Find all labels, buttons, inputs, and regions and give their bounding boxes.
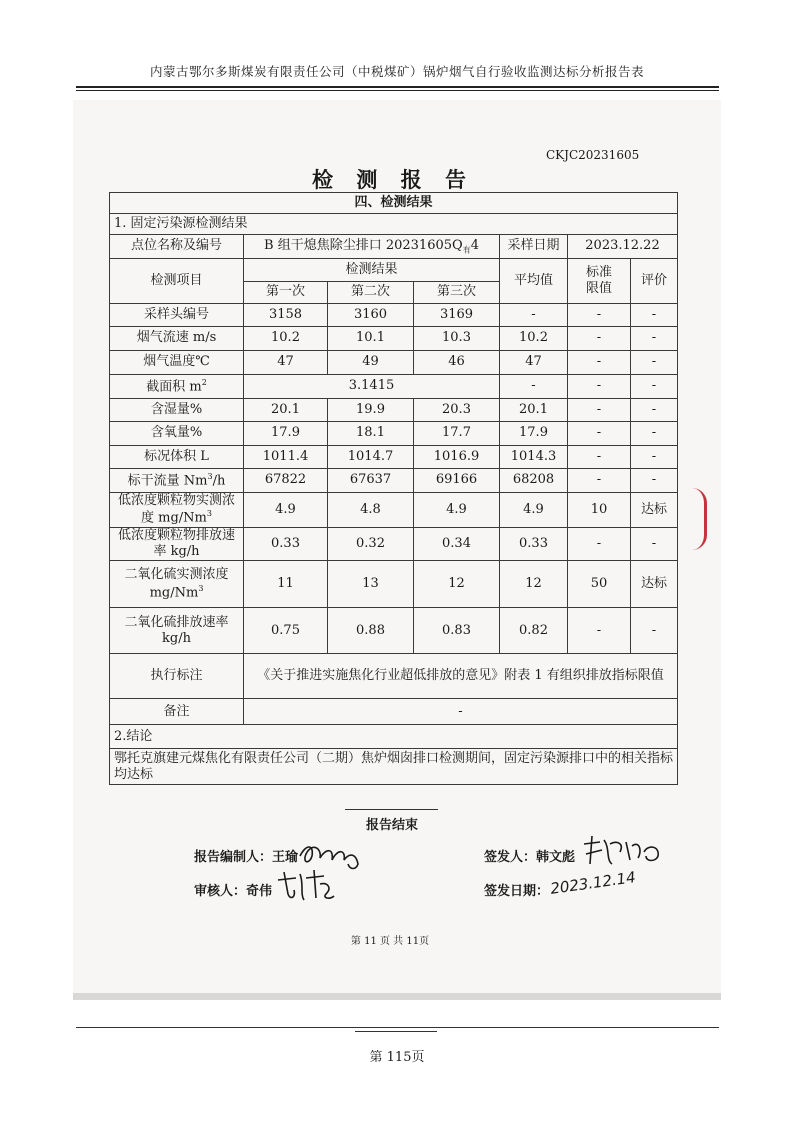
remark-value: - xyxy=(244,699,678,725)
conclusion-title: 2.结论 xyxy=(110,725,678,749)
table-row xyxy=(110,527,678,561)
section-title: 四、检测结果 xyxy=(110,193,678,214)
table-cell: - xyxy=(568,527,631,561)
issue-date-handwritten: 2023.12.14 xyxy=(549,868,637,898)
table-row xyxy=(110,446,678,469)
table-row xyxy=(110,375,678,399)
issue-date-label: 签发日期： xyxy=(484,884,550,899)
issuer-label: 签发人：韩文彪 xyxy=(484,850,576,865)
table-cell: 17.9 xyxy=(244,422,328,446)
table-cell: - xyxy=(500,375,568,399)
table-cell: 10 xyxy=(568,493,631,528)
table-cell: 20.3 xyxy=(414,399,500,422)
limit-header: 标准限值 xyxy=(568,259,631,304)
table-cell: 10.2 xyxy=(244,327,328,351)
table-cell: - xyxy=(631,399,678,422)
table-row xyxy=(110,608,678,654)
test-results-header: 检测结果 xyxy=(244,259,500,282)
table-cell: 4.9 xyxy=(500,493,568,528)
table-cell: 12 xyxy=(414,561,500,608)
table-cell: 0.33 xyxy=(500,527,568,561)
table-cell: 0.33 xyxy=(244,527,328,561)
average-header: 平均值 xyxy=(500,259,568,304)
table-cell: 46 xyxy=(414,351,500,375)
table-cell: 67637 xyxy=(328,469,414,493)
table-cell: 标干流量 Nm$^3$/h xyxy=(110,469,244,493)
table-row xyxy=(110,422,678,446)
standard-value: 《关于推进实施焦化行业超低排放的意见》附表 1 有组织排放指标限值 xyxy=(244,654,678,699)
table-row xyxy=(110,304,678,327)
table-cell: - xyxy=(568,422,631,446)
table-cell: 含湿量% xyxy=(110,399,244,422)
table-cell: 13 xyxy=(328,561,414,608)
table-cell: 1014.7 xyxy=(328,446,414,469)
results-table xyxy=(109,192,678,785)
table-cell: 0.75 xyxy=(244,608,328,654)
end-rule xyxy=(345,809,438,810)
table-cell: - xyxy=(568,608,631,654)
table-cell: 低浓度颗粒物实测浓 度 mg/Nm$^3$ xyxy=(110,493,244,528)
table-row xyxy=(110,493,678,528)
table-cell: 3160 xyxy=(328,304,414,327)
table-cell: - xyxy=(631,446,678,469)
footer-rule xyxy=(76,1027,719,1028)
remark-label: 备注 xyxy=(110,699,244,725)
table-cell: 67822 xyxy=(244,469,328,493)
table-cell: 17.7 xyxy=(414,422,500,446)
table-cell: - xyxy=(631,422,678,446)
report-end-text: 报告结束 xyxy=(365,818,418,833)
sampling-date-value: 2023.12.22 xyxy=(568,235,678,259)
table-cell: 3169 xyxy=(414,304,500,327)
table-cell: 1011.4 xyxy=(244,446,328,469)
subsection-title: 1. 固定污染源检测结果 xyxy=(110,214,678,235)
table-cell: - xyxy=(568,304,631,327)
table-cell: - xyxy=(568,327,631,351)
page-header-title: 内蒙古鄂尔多斯煤炭有限责任公司（中税煤矿）锅炉烟气自行验收监测达标分析报告表 xyxy=(149,64,644,79)
table-cell: 20.1 xyxy=(500,399,568,422)
table-cell: 采样头编号 xyxy=(110,304,244,327)
point-name-label: 点位名称及编号 xyxy=(110,235,244,259)
table-cell: 低浓度颗粒物排放速 率 kg/h xyxy=(110,527,244,561)
table-cell: - xyxy=(631,327,678,351)
table-cell: 含氧量% xyxy=(110,422,244,446)
conclusion-text: 鄂托克旗建元煤焦化有限责任公司（二期）焦炉烟囱排口检测期间，固定污染源排口中的相关指标均达标 xyxy=(110,749,678,785)
table-cell: - xyxy=(631,375,678,399)
table-cell: 3158 xyxy=(244,304,328,327)
table-row xyxy=(110,469,678,493)
table-cell: - xyxy=(631,608,678,654)
scan-edge-shade xyxy=(73,993,721,1000)
table-cell: - xyxy=(568,375,631,399)
report-title: 检 测 报 告 xyxy=(312,167,474,192)
table-cell: 0.83 xyxy=(414,608,500,654)
footer-rule-short xyxy=(355,1031,437,1032)
header-rule xyxy=(76,86,719,88)
table-cell: 49 xyxy=(328,351,414,375)
table-cell: 12 xyxy=(500,561,568,608)
reviewer-signature xyxy=(270,864,340,904)
table-cell: 10.3 xyxy=(414,327,500,351)
table-cell: 47 xyxy=(244,351,328,375)
table-cell: 47 xyxy=(500,351,568,375)
table-cell: 0.82 xyxy=(500,608,568,654)
table-cell: 1014.3 xyxy=(500,446,568,469)
header-rule-secondary xyxy=(76,90,719,91)
table-row xyxy=(110,561,678,608)
compiler-label: 报告编制人：王瑜 xyxy=(194,850,299,865)
table-cell: 4.9 xyxy=(244,493,328,528)
table-row xyxy=(110,399,678,422)
table-cell: 1016.9 xyxy=(414,446,500,469)
seal-mark xyxy=(692,488,707,550)
table-cell: 0.88 xyxy=(328,608,414,654)
first-header: 第一次 xyxy=(244,282,328,304)
table-cell: 达标 xyxy=(631,561,678,608)
table-cell: 0.34 xyxy=(414,527,500,561)
third-header: 第三次 xyxy=(414,282,500,304)
table-cell: 10.1 xyxy=(328,327,414,351)
page-number: 第 115页 xyxy=(369,1050,425,1065)
second-header: 第二次 xyxy=(328,282,414,304)
table-cell: 烟气温度℃ xyxy=(110,351,244,375)
test-item-header: 检测项目 xyxy=(110,259,244,304)
inner-page-number: 第 11 页 共 11页 xyxy=(350,936,430,947)
point-name-value: B 组干熄焦除尘排口 $20231605Q_有4$ xyxy=(244,235,500,259)
table-cell: 18.1 xyxy=(328,422,414,446)
table-cell: 20.1 xyxy=(244,399,328,422)
table-cell: 3.1415 xyxy=(244,375,500,399)
table-cell: 截面积 $m^2$ xyxy=(110,375,244,399)
table-cell: - xyxy=(568,446,631,469)
table-cell: - xyxy=(500,304,568,327)
reviewer-label: 审核人：奇伟 xyxy=(194,884,273,899)
table-row xyxy=(110,327,678,351)
table-cell: - xyxy=(631,351,678,375)
table-cell: 0.32 xyxy=(328,527,414,561)
table-cell: 二氧化硫排放速率 kg/h xyxy=(110,608,244,654)
table-cell: 50 xyxy=(568,561,631,608)
table-cell: 17.9 xyxy=(500,422,568,446)
table-cell: 19.9 xyxy=(328,399,414,422)
table-cell: - xyxy=(568,351,631,375)
table-cell: 达标 xyxy=(631,493,678,528)
evaluation-header: 评价 xyxy=(631,259,678,304)
table-cell: 4.9 xyxy=(414,493,500,528)
table-cell: 10.2 xyxy=(500,327,568,351)
table-cell: - xyxy=(631,304,678,327)
table-cell: - xyxy=(568,399,631,422)
table-cell: 4.8 xyxy=(328,493,414,528)
table-cell: 标况体积 L xyxy=(110,446,244,469)
report-code: CKJC20231605 xyxy=(546,148,640,162)
table-cell: 69166 xyxy=(414,469,500,493)
table-row xyxy=(110,351,678,375)
table-cell: - xyxy=(568,469,631,493)
table-cell: 11 xyxy=(244,561,328,608)
table-cell: 二氧化硫实测浓度 mg/Nm$^3$ xyxy=(110,561,244,608)
issuer-signature xyxy=(580,830,664,870)
standard-label: 执行标注 xyxy=(110,654,244,699)
table-cell: 烟气流速 m/s xyxy=(110,327,244,351)
table-cell: - xyxy=(631,469,678,493)
sampling-date-label: 采样日期 xyxy=(500,235,568,259)
table-cell: 68208 xyxy=(500,469,568,493)
table-cell: - xyxy=(631,527,678,561)
